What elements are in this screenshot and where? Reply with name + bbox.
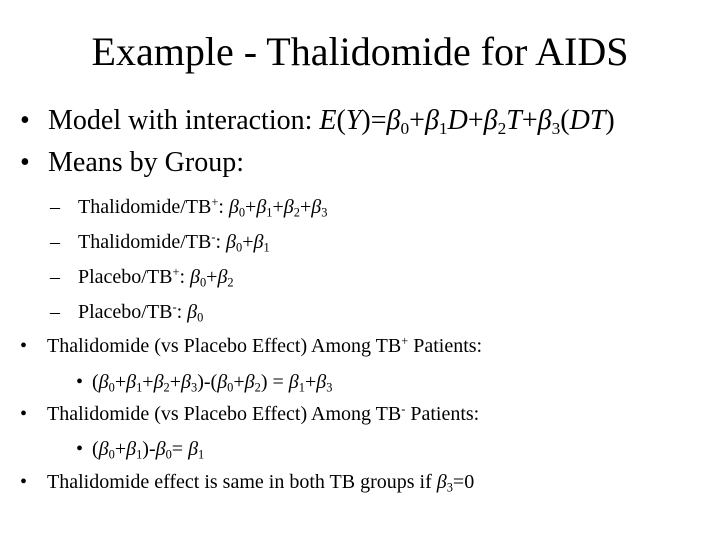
effect-tbneg-formula: • $(\beta_0+\beta_1)-\beta_0= \beta_1$	[76, 438, 205, 462]
effect-tbpos-heading: • Thalidomide (vs Placebo Effect) Among TB+ Patients:	[20, 334, 483, 357]
model-line: • Model with interaction: $E(Y)=\beta_0+\beta_1D+\beta_2T+\beta_3(DT)$	[20, 105, 615, 139]
means-heading-line	[20, 146, 244, 180]
effect-tbneg-heading: • Thalidomide (vs Placebo Effect) Among TB- Patients:	[20, 402, 480, 425]
means-heading: Means by Group:	[48, 147, 244, 178]
bullet: •	[20, 147, 30, 178]
bullet: •	[20, 105, 30, 136]
effect-tbpos-formula: • $(\beta_0+\beta_1+\beta_2+\beta_3)-(\beta_0+\beta_2) = \beta_1+\beta_3$	[76, 371, 333, 395]
mean-plac-tbneg: – Placebo/TB-: $\beta_0$	[50, 300, 204, 325]
mean-thal-tbpos: – Thalidomide/TB+: $\beta_0+\beta_1+\beta_2+\beta_3$	[50, 195, 328, 220]
conclusion-line: • Thalidomide effect is same in both TB groups if $\beta_3=0$	[20, 471, 475, 495]
mean-plac-tbpos: – Placebo/TB+: $\beta_0+\beta_2$	[50, 265, 234, 290]
mean-thal-tbneg: – Thalidomide/TB-: $\beta_0+\beta_1$	[50, 230, 270, 255]
model-label: Model with interaction:	[48, 105, 320, 136]
slide-title: Example - Thalidomide for AIDS	[91, 29, 629, 74]
